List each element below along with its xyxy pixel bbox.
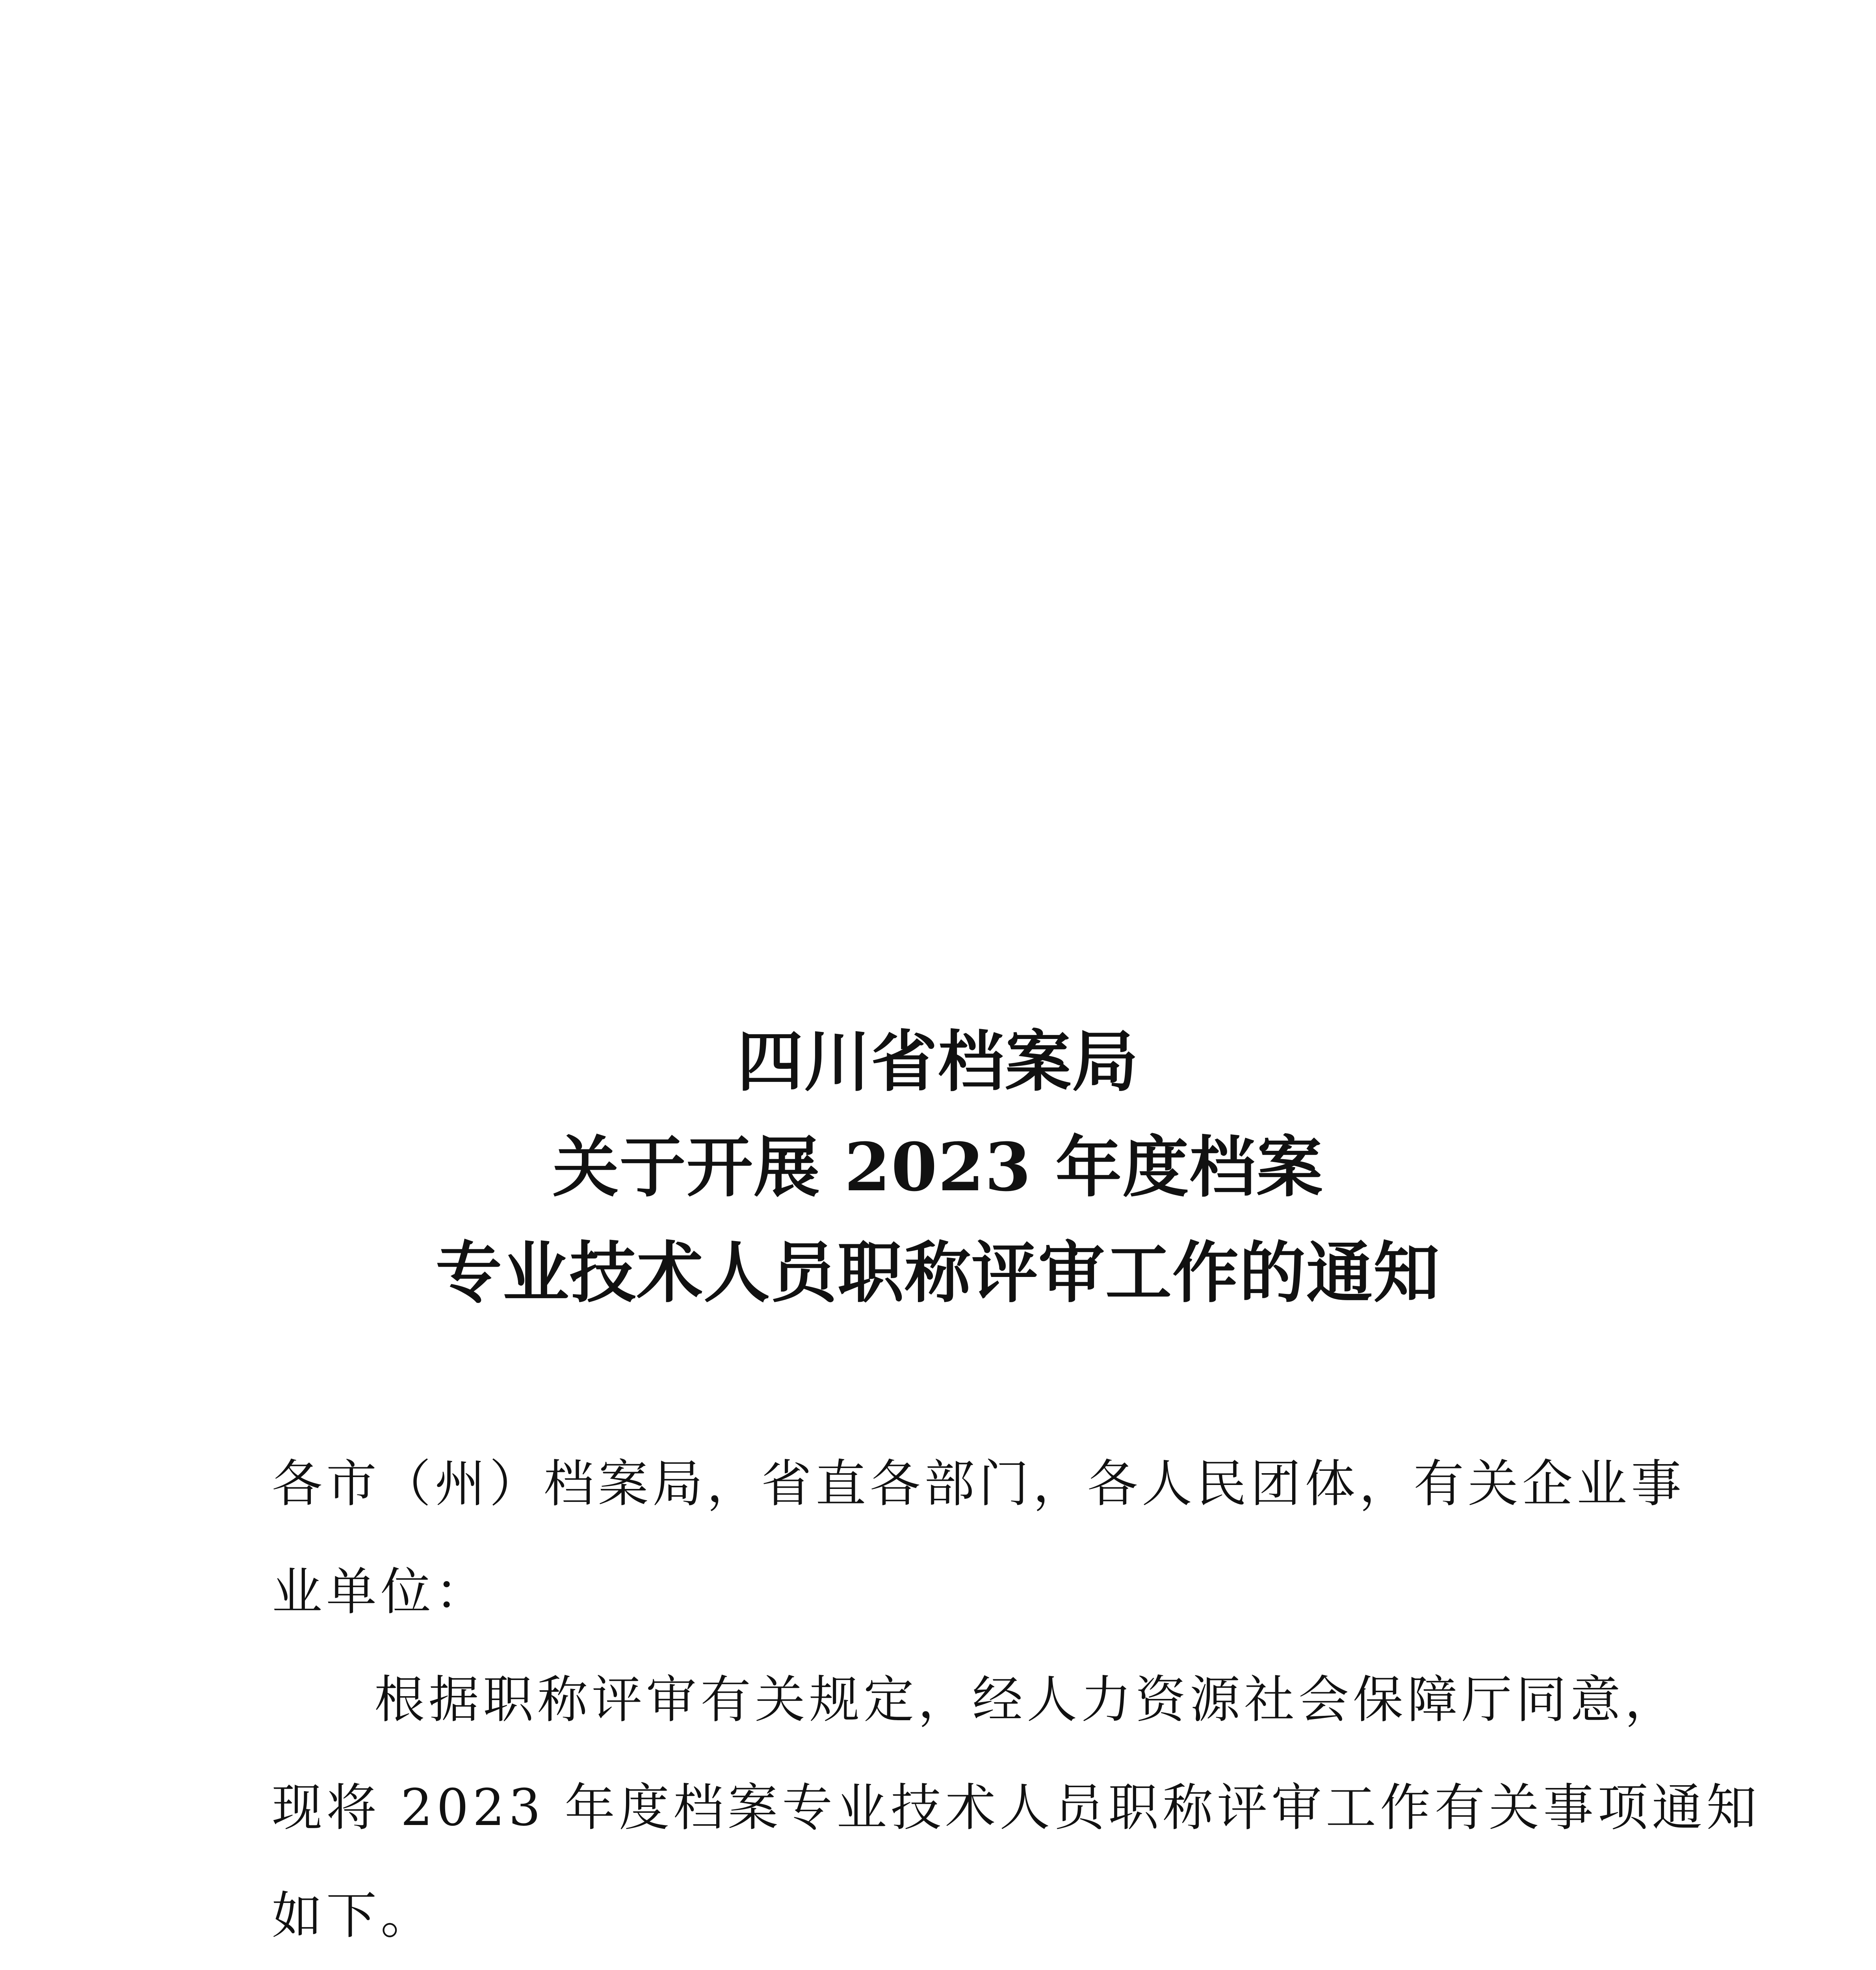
intro-line-3: 如下。	[272, 1886, 435, 1945]
intro-line-1: 根据职称评审有关规定，经人力资源社会保障厅同意，	[374, 1671, 1679, 1729]
title-line-1: 四川省档案局	[737, 1022, 1139, 1100]
salutation-line-2: 业单位：	[272, 1563, 490, 1621]
title-line-3: 专业技术人员职称评审工作的通知	[436, 1234, 1440, 1312]
document-title	[0, 1009, 1876, 1325]
intro-line-2: 现将 2023 年度档案专业技术人员职称评审工作有关事项通知	[272, 1779, 1761, 1837]
salutation-line-1: 各市（州）档案局，省直各部门，各人民团体，有关企业事	[272, 1455, 1686, 1513]
title-line-2: 关于开展 2023 年度档案	[552, 1128, 1324, 1206]
